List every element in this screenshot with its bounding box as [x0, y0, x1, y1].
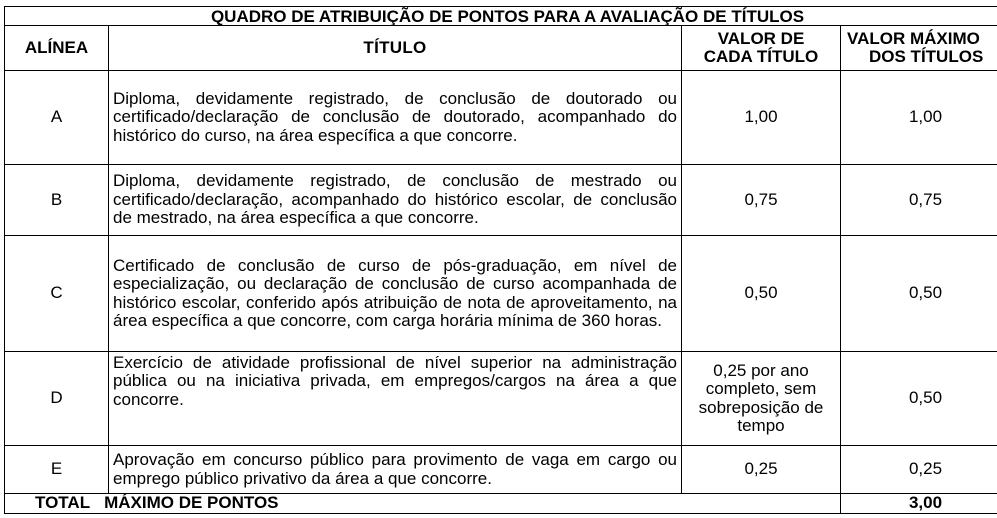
total-label [5, 494, 841, 514]
row-code: D [5, 352, 109, 446]
row-unit-value: 0,75 [682, 165, 841, 236]
row-unit-value: 0,25 por ano completo, sem sobreposição de tempo [682, 352, 841, 446]
total-value: 3,00 [841, 494, 997, 514]
total-label-part2: MÁXIMO DE PONTOS [104, 493, 279, 513]
row-max-value: 0,50 [841, 236, 997, 352]
table-row [5, 165, 997, 236]
table-caption: QUADRO DE ATRIBUIÇÃO DE PONTOS PARA A AVALIAÇÃO DE TÍTULOS [5, 7, 997, 26]
row-description: Exercício de atividade profissional de nível superior na administração pública ou na iniciativa privada, em empregos/cargos na área a que concorre. [109, 352, 682, 446]
header-title: TÍTULO [109, 26, 682, 71]
table-row [5, 236, 997, 352]
header-max-value [841, 26, 997, 71]
table-row [5, 352, 997, 446]
header-unit-value [682, 26, 841, 71]
caption-row [5, 7, 997, 26]
row-max-value: 1,00 [841, 71, 997, 165]
row-code: E [5, 446, 109, 494]
row-unit-value: 0,25 [682, 446, 841, 494]
row-code: A [5, 71, 109, 165]
header-unit-value-line1: VALOR DE [717, 28, 805, 48]
total-label-part1: TOTAL [35, 493, 91, 513]
header-max-value-line1: VALOR MÁXIMO [847, 28, 980, 48]
header-max-value-line2: DOS TÍTULOS [869, 47, 984, 66]
row-unit-value: 1,00 [682, 71, 841, 165]
row-code: B [5, 165, 109, 236]
row-description: Certificado de conclusão de curso de pós-graduação, em nível de especialização, ou declaração de conclusão de curso acompanhada de histórico escolar, conferido após atribuição de nota de aproveitamento, na área específica a que concorre, com carga horária mínima de 360 horas. [109, 236, 682, 352]
row-description: Aprovação em concurso público para provimento de vaga em cargo ou emprego público privativo da área a que concorre. [109, 446, 682, 494]
row-description: Diploma, devidamente registrado, de conclusão de doutorado ou certificado/declaração de conclusão de doutorado, acompanhado do histórico do curso, na área específica a que concorre. [109, 71, 682, 165]
row-code: C [5, 236, 109, 352]
row-max-value: 0,75 [841, 165, 997, 236]
table-row [5, 71, 997, 165]
row-description: Diploma, devidamente registrado, de conclusão de mestrado ou certificado/declaração, acompanhado do histórico escolar, de conclusão de mestrado, na área específica a que concorre. [109, 165, 682, 236]
header-row [5, 26, 997, 71]
header-item: ALÍNEA [5, 26, 109, 71]
points-table [4, 6, 997, 514]
row-max-value: 0,25 [841, 446, 997, 494]
table-row [5, 446, 997, 494]
row-max-value: 0,50 [841, 352, 997, 446]
header-unit-value-line2: CADA TÍTULO [703, 47, 819, 66]
total-row [5, 494, 997, 514]
row-unit-value: 0,50 [682, 236, 841, 352]
